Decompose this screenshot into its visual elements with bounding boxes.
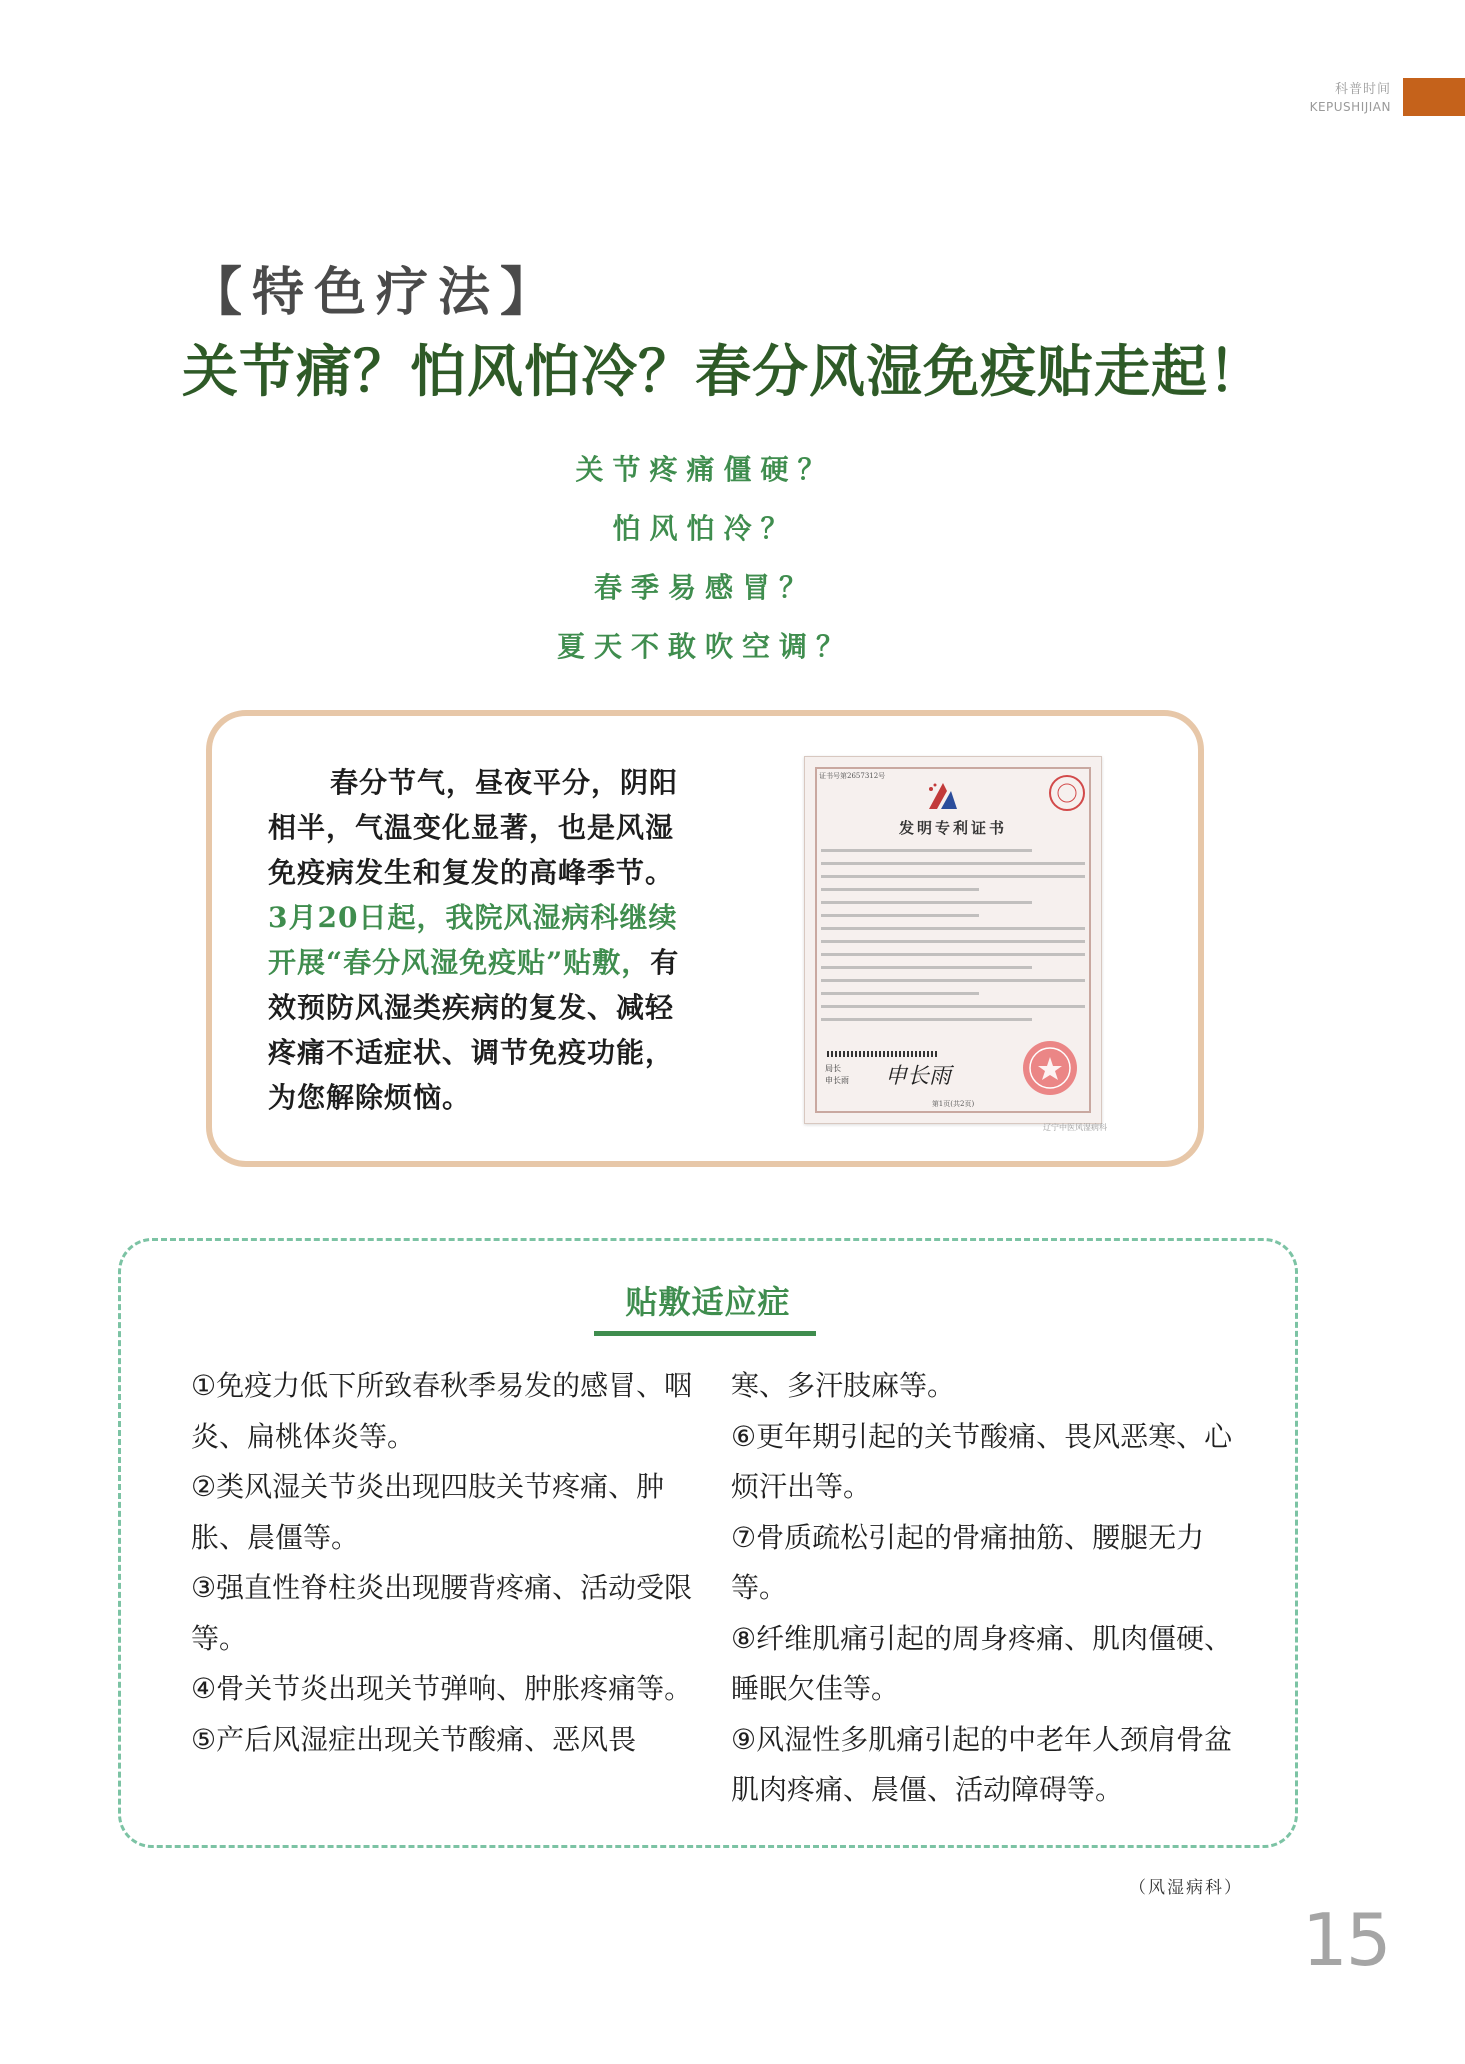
- page-title: 关节痛？怕风怕冷？春分风湿免疫贴走起！: [182, 339, 1265, 405]
- question-item: 夏天不敢吹空调？: [556, 630, 853, 663]
- question-item: 怕风怕冷？: [612, 512, 798, 545]
- indication-item: 寒、多汗肢麻等。: [731, 1369, 956, 1402]
- question-list: [0, 448, 1410, 684]
- certificate-barcode: [827, 1051, 937, 1057]
- source-department: （风湿病科）: [1129, 1878, 1243, 1898]
- certificate-page-number: 第1页(共2页): [931, 1100, 975, 1108]
- column-name-cn: 科普时间: [1334, 82, 1391, 97]
- patent-office-logo-icon: [923, 779, 963, 813]
- certificate-number: 证书号第2657312号: [819, 772, 886, 780]
- header-accent-bar: [1403, 78, 1465, 116]
- image-watermark: 辽宁中医风湿病科: [1043, 1123, 1107, 1132]
- intro-box: [206, 710, 1204, 1167]
- indications-right-column: [731, 1361, 1241, 1816]
- indication-item: ②类风湿关节炎出现四肢关节疼痛、肿胀、晨僵等。: [191, 1470, 665, 1554]
- certificate-body-lines: [821, 849, 1085, 1031]
- section-label: 【特色疗法】: [190, 262, 563, 323]
- indications-left-column: [191, 1361, 696, 1765]
- indication-item: ④骨关节炎出现关节弹响、肿胀疼痛等。: [191, 1672, 693, 1705]
- patent-certificate-image: [804, 756, 1107, 1132]
- indication-item: ①免疫力低下所致春秋季易发的感冒、咽炎、扁桃体炎等。: [191, 1369, 693, 1453]
- certificate-stamp-icon: [1047, 773, 1087, 813]
- intro-text-part1: 春分节气，昼夜平分，阴阳相半，气温变化显著，也是风湿免疫病发生和复发的高峰季节。: [268, 766, 679, 889]
- intro-highlight: 3月20日起，我院风湿病科继续开展“春分风湿免疫贴”贴敷，: [268, 901, 678, 979]
- indications-title-underline: [594, 1331, 816, 1336]
- indications-box: [118, 1238, 1298, 1848]
- indication-item: ③强直性脊柱炎出现腰背疼痛、活动受限等。: [191, 1571, 693, 1655]
- indication-item: ⑦骨质疏松引起的骨痛抽筋、腰腿无力等。: [731, 1520, 1205, 1604]
- official-seal-icon: [1021, 1039, 1079, 1097]
- indication-item: ⑧纤维肌痛引起的周身疼痛、肌肉僵硬、睡眠欠佳等。: [731, 1621, 1233, 1705]
- column-header: [1310, 78, 1391, 114]
- indication-item: ⑤产后风湿症出现关节酸痛、恶风畏: [191, 1722, 637, 1756]
- question-item: 关节疼痛僵硬？: [575, 453, 835, 486]
- indications-title: 贴敷适应症: [625, 1283, 791, 1321]
- intro-text-part2: 有效预防风湿类疾病的复发、减轻疼痛不适症状、调节免疫功能，为您解除烦恼。: [268, 946, 680, 1114]
- certificate-title: 发明专利证书: [898, 819, 1007, 837]
- column-name-en: KEPUSHIJIAN: [1309, 100, 1391, 114]
- indication-item: ⑥更年期引起的关节酸痛、畏风恶寒、心烦汗出等。: [731, 1419, 1233, 1503]
- signature-label: 局长 申长雨: [825, 1064, 849, 1085]
- intro-paragraph: [268, 760, 686, 1120]
- indication-item: ⑨风湿性多肌痛引起的中老年人颈肩骨盆肌肉疼痛、晨僵、活动障碍等。: [731, 1722, 1233, 1806]
- page-number: 15: [1302, 1898, 1390, 1982]
- question-item: 春季易感冒？: [593, 571, 816, 604]
- director-signature: 申长雨: [885, 1064, 952, 1089]
